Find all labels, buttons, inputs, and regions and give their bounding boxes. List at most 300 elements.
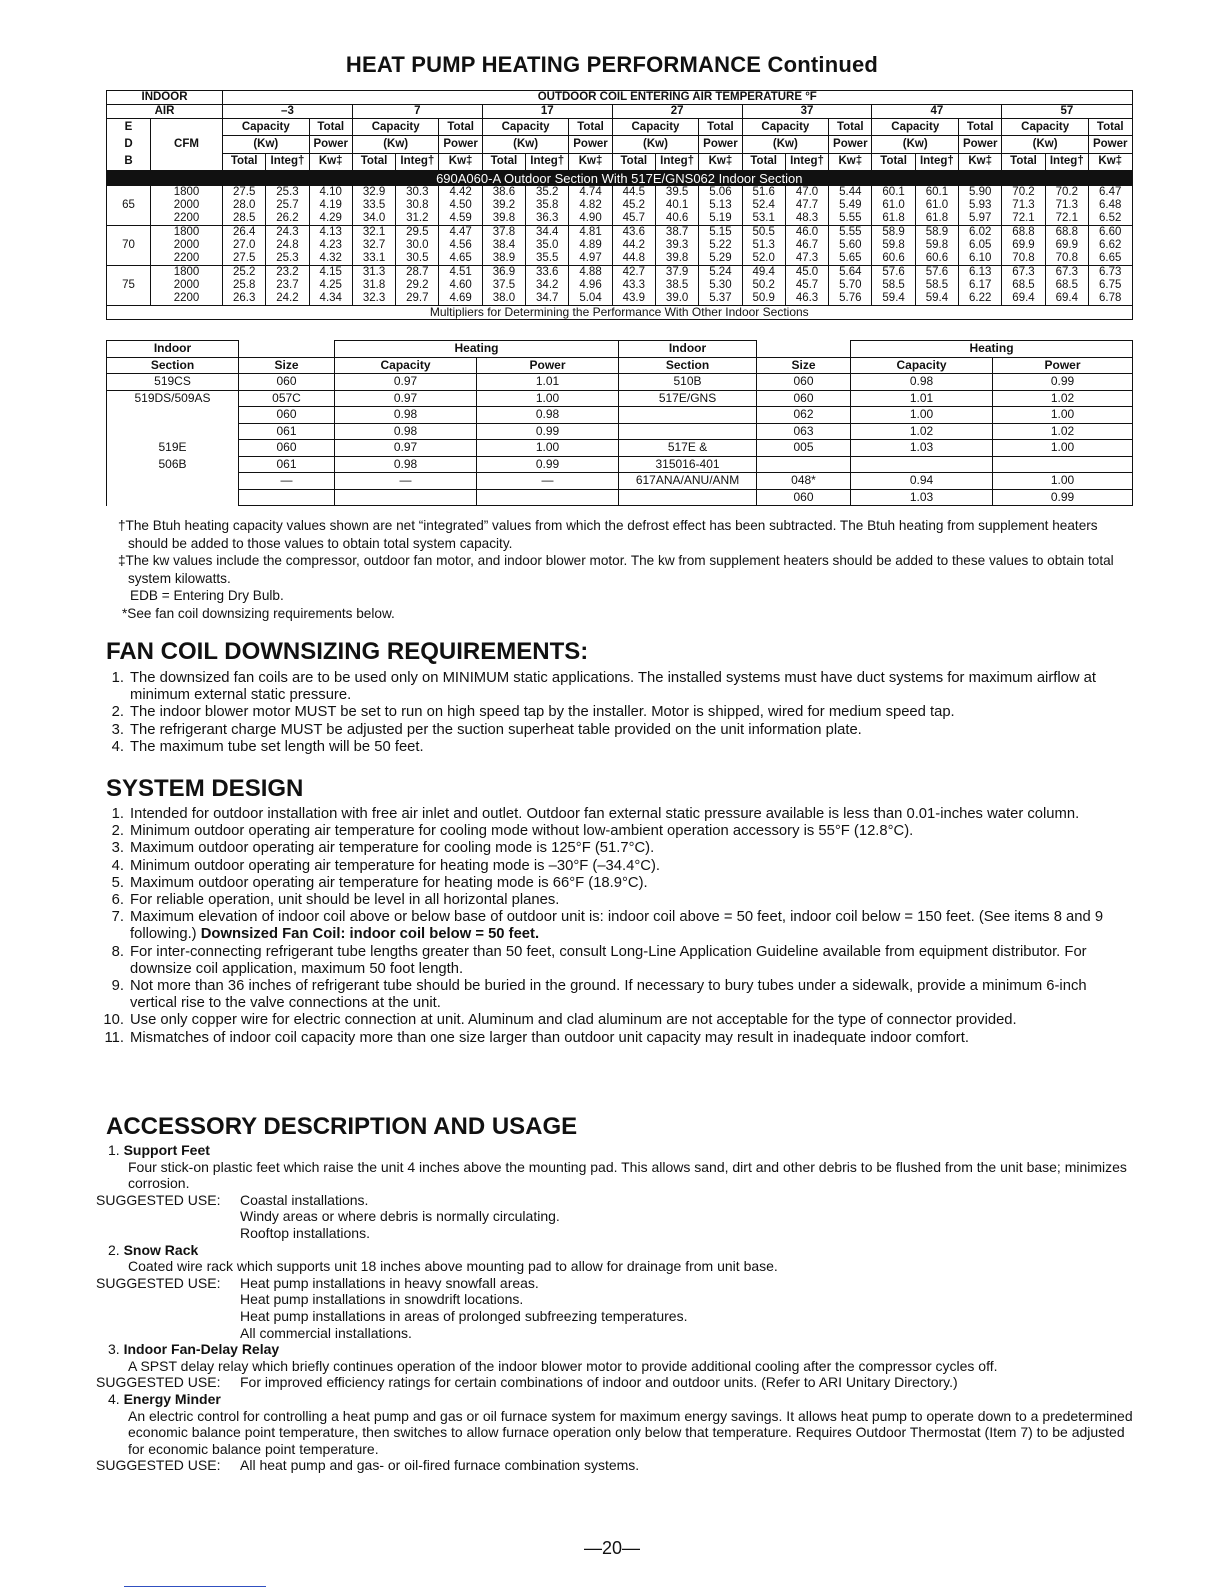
perf-value: 5.06 (709, 186, 732, 198)
perf-value: 47.3 (795, 252, 819, 264)
perf-value: 4.10 (319, 186, 342, 198)
perf-cell (785, 226, 828, 266)
perf-value: 5.49 (839, 199, 862, 211)
capacity-header: Capacity (872, 119, 959, 136)
perf-value: 61.8 (925, 212, 949, 224)
perf-cell (959, 186, 1002, 226)
list-number: 10. (103, 1012, 124, 1029)
perf-value: 5.76 (839, 292, 862, 304)
perf-value: 5.55 (839, 212, 862, 224)
perf-cell (1088, 186, 1132, 226)
perf-value: 68.8 (1012, 226, 1035, 238)
perf-value: 60.6 (882, 252, 905, 264)
perf-cell (915, 186, 958, 226)
perf-value: 25.8 (232, 279, 256, 291)
mult-left-size: 061 (239, 456, 335, 473)
perf-value: 61.8 (882, 212, 905, 224)
perf-value: 5.97 (969, 212, 992, 224)
perf-value: 32.7 (362, 239, 386, 251)
accessory-desc: A SPST delay relay which briefly continues operation of the indoor blower motor to provide additional cooling after the compressor cycles off. (128, 1357, 998, 1374)
perf-value: 31.3 (362, 266, 386, 278)
total-header: Total (1088, 119, 1132, 136)
perf-value: 34.0 (362, 212, 386, 224)
perf-cell (526, 226, 569, 266)
list-item (106, 823, 1134, 840)
mult-right-size: 060 (757, 390, 851, 407)
system-design-heading: SYSTEM DESIGN (106, 775, 304, 802)
capacity-header: Capacity (223, 119, 310, 136)
perf-value: 57.6 (882, 266, 905, 278)
total-header: Total (439, 119, 482, 136)
perf-value: 5.24 (709, 266, 732, 278)
perf-value: 38.0 (492, 292, 516, 304)
perf-value: 6.17 (969, 279, 992, 291)
perf-value: 60.1 (882, 186, 905, 198)
perf-value: 6.10 (969, 252, 992, 264)
multipliers-caption: Multipliers for Determining the Performance With Other Indoor Sections (107, 306, 1133, 320)
perf-value: 69.4 (1055, 292, 1078, 304)
list-item (106, 722, 1134, 739)
perf-value: 5.93 (969, 199, 992, 211)
perf-value: 39.0 (665, 292, 689, 304)
perf-value: 69.9 (1012, 239, 1035, 251)
list-text: Mismatches of indoor coil capacity more than one size larger than outdoor unit capacity may result in inadequate indoor comfort. (130, 1029, 969, 1046)
accessory-number: 4. (108, 1390, 124, 1407)
list-number: 1. (111, 806, 124, 822)
suggested-label: SUGGESTED USE: (96, 1274, 221, 1291)
perf-cell (266, 266, 309, 306)
sub-header: Total (1002, 153, 1045, 170)
perf-cell (829, 186, 872, 226)
edb-value: 75 (107, 266, 151, 306)
table-row (107, 489, 1133, 506)
list-item (106, 909, 1134, 943)
perf-value: 45.0 (795, 266, 819, 278)
perf-value: 30.3 (406, 186, 429, 198)
sub-header: Total (482, 153, 525, 170)
perf-value: 24.3 (276, 226, 299, 238)
suggested-text: Windy areas or where debris is normally circulating. (240, 1208, 560, 1225)
mult-right-size: 048* (757, 473, 851, 490)
table-row (107, 390, 1133, 407)
perf-value: 71.3 (1055, 199, 1078, 211)
perf-value: 26.4 (232, 226, 256, 238)
perf-cell (1045, 226, 1088, 266)
perf-value: 36.9 (492, 266, 516, 278)
mult-left-pow: 0.99 (477, 423, 619, 440)
perf-cell (526, 186, 569, 226)
perf-value: 6.62 (1099, 239, 1122, 251)
mult-spacer-right (757, 341, 851, 358)
mult-left-pow: 1.00 (477, 390, 619, 407)
perf-value: 23.7 (276, 279, 299, 291)
mult-power-left: Power (477, 357, 619, 374)
perf-cell (785, 266, 828, 306)
list-text: Maximum outdoor operating air temperature for cooling mode is 125°F (51.7°C). (130, 840, 655, 857)
perf-cell (872, 226, 915, 266)
list-number: 4. (111, 738, 124, 755)
perf-value: 4.89 (579, 239, 602, 251)
perf-value: 4.32 (319, 252, 342, 264)
mult-indoor-left: Indoor (107, 341, 239, 358)
power-header: Power (439, 136, 482, 153)
perf-value: 4.13 (319, 226, 342, 238)
perf-cell (872, 266, 915, 306)
perf-value: 5.65 (839, 252, 862, 264)
perf-value: 27.5 (232, 252, 256, 264)
perf-cell (612, 266, 655, 306)
accessory-heading: ACCESSORY DESCRIPTION AND USAGE (106, 1113, 578, 1140)
perf-value: 27.5 (232, 186, 256, 198)
perf-value: 6.05 (969, 239, 992, 251)
mult-left-pow: 0.98 (477, 407, 619, 424)
perf-value: 45.2 (622, 199, 646, 211)
perf-cell (915, 266, 958, 306)
perf-cell (872, 186, 915, 226)
perf-value: 71.3 (1012, 199, 1035, 211)
mult-right-pow: 0.99 (993, 489, 1133, 506)
mult-left-cap: 0.97 (335, 390, 477, 407)
perf-value: 70.8 (1012, 252, 1035, 264)
perf-value: 4.29 (319, 212, 342, 224)
perf-value: 6.75 (1099, 279, 1122, 291)
mult-left-cap: — (335, 473, 477, 490)
perf-value: 6.47 (1099, 186, 1122, 198)
perf-value: 6.22 (969, 292, 992, 304)
mult-left-size: 057C (239, 390, 335, 407)
accessory-number: 1. (108, 1142, 124, 1158)
perf-value: 47.0 (795, 186, 819, 198)
accessory-title-text: Indoor Fan-Delay Relay (123, 1341, 280, 1358)
perf-value: 4.15 (319, 266, 342, 278)
perf-value: 25.3 (276, 252, 299, 264)
perf-value: 47.7 (795, 199, 819, 211)
perf-value: 51.3 (752, 239, 775, 251)
perf-value: 6.78 (1099, 292, 1122, 304)
perf-value: 33.5 (362, 199, 386, 211)
power-header: Power (829, 136, 872, 153)
kw-unit-header: (Kw) (352, 136, 439, 153)
list-text: The indoor blower motor MUST be set to run on high speed tap by the installer. Motor is shipped, wired for medium speed tap. (130, 704, 955, 721)
perf-cell (223, 266, 266, 306)
cfm-value: 2000 (173, 239, 200, 251)
cfm-value: 1800 (173, 266, 200, 278)
perf-value: 6.52 (1099, 212, 1122, 224)
perf-value: 5.19 (709, 212, 732, 224)
total-header: Total (699, 119, 742, 136)
suggested-label (96, 1225, 240, 1242)
perf-value: 38.6 (492, 186, 516, 198)
perf-cell (1002, 266, 1045, 306)
perf-value: 59.4 (925, 292, 949, 304)
mult-left-size: 061 (239, 423, 335, 440)
kw-unit-header: (Kw) (223, 136, 310, 153)
list-item (106, 739, 1134, 756)
power-header: Power (959, 136, 1002, 153)
perf-value: 29.5 (406, 226, 429, 238)
perf-value: 6.13 (969, 266, 992, 278)
kw-unit-header: (Kw) (1002, 136, 1089, 153)
cfm-values (151, 226, 223, 266)
suggested-use (96, 1225, 1136, 1242)
perf-cell (655, 266, 698, 306)
list-text-bold: Downsized Fan Coil: indoor coil below = 50 feet. (200, 926, 540, 943)
perf-value: 30.8 (406, 199, 429, 211)
mult-right-pow: 1.00 (993, 440, 1133, 457)
mult-left-cap: 0.97 (335, 440, 477, 457)
perf-cell (569, 186, 612, 226)
table-row (107, 266, 1133, 306)
accessory-desc: An electric control for controlling a heat pump and gas or oil furnace system for maximum energy savings. It allows heat pump to operate down to a predetermined economic balance point temperature, then switches to allow furnace operation only below that temperature. Requires Outdoor Thermostat (Item 7) to be adjusted for economic balance point temperature. (128, 1407, 1133, 1457)
footnote-double-dagger: ‡The kw values include the compressor, outdoor fan motor, and indoor blower motor. The kw from supplement heaters should be added to these values to obtain total system kilowatts. (118, 553, 1114, 586)
perf-cell (396, 186, 439, 226)
list-text: Use only copper wire for electric connection at unit. Aluminum and clad aluminum are not acceptable for the type of connector provided. (130, 1012, 1017, 1029)
mult-left-section (107, 473, 239, 490)
mult-right-size (757, 456, 851, 473)
mult-right-cap: 1.00 (851, 407, 993, 424)
perf-value: 48.3 (795, 212, 819, 224)
sub-header: Total (223, 153, 266, 170)
perf-value: 6.60 (1099, 226, 1122, 238)
list-text: Maximum outdoor operating air temperature for heating mode is 66°F (18.9°C). (130, 874, 648, 891)
mult-left-section: 519E (107, 440, 239, 457)
mult-left-cap (335, 489, 477, 506)
perf-value: 44.2 (622, 239, 646, 251)
mult-power-right: Power (993, 357, 1133, 374)
perf-value: 50.9 (752, 292, 775, 304)
list-item (106, 858, 1134, 875)
cfm-value: 2000 (173, 199, 200, 211)
mult-left-cap: 0.97 (335, 374, 477, 391)
mult-left-cap: 0.98 (335, 456, 477, 473)
accessory-title (96, 1142, 1136, 1159)
mult-right-size: 062 (757, 407, 851, 424)
mult-left-pow: 1.01 (477, 374, 619, 391)
mult-right-pow: 1.00 (993, 473, 1133, 490)
accessory-number: 2. (108, 1241, 124, 1258)
perf-value: 44.8 (622, 252, 646, 264)
perf-value: 52.0 (752, 252, 775, 264)
sub-header: Integ† (396, 153, 439, 170)
mult-size-left: Size (239, 357, 335, 374)
perf-value: 4.34 (319, 292, 342, 304)
suggested-text: For improved efficiency ratings for certain combinations of indoor and outdoor units. (Refer to ARI Unitary Directory.) (240, 1374, 958, 1391)
perf-value: 58.5 (925, 279, 949, 291)
perf-value: 60.1 (925, 186, 949, 198)
mult-left-pow: 0.99 (477, 456, 619, 473)
mult-size-right: Size (757, 357, 851, 374)
perf-value: 39.2 (492, 199, 516, 211)
perf-value: 68.8 (1055, 226, 1078, 238)
cfm-header: CFM (151, 119, 223, 171)
sub-header: Kw‡ (699, 153, 742, 170)
table-row (107, 456, 1133, 473)
footnote-star: *See fan coil downsizing requirements below. (122, 605, 395, 621)
accessory-title-text: Support Feet (123, 1142, 210, 1158)
perf-value: 70.2 (1055, 186, 1078, 198)
perf-value: 68.5 (1012, 279, 1035, 291)
sub-header: Kw‡ (1088, 153, 1132, 170)
table-row (107, 473, 1133, 490)
perf-cell (829, 266, 872, 306)
perf-value: 4.51 (449, 266, 472, 278)
perf-cell (526, 266, 569, 306)
sub-header: Kw‡ (569, 153, 612, 170)
power-header: Power (569, 136, 612, 153)
edb-value: 70 (107, 226, 151, 266)
perf-value: 38.5 (665, 279, 689, 291)
table-row (107, 374, 1133, 391)
perf-cell (396, 226, 439, 266)
suggested-use (96, 1192, 1136, 1209)
perf-cell (266, 226, 309, 266)
perf-value: 28.0 (232, 199, 256, 211)
suggested-label (96, 1325, 240, 1342)
cfm-value: 1800 (173, 186, 200, 198)
perf-cell (785, 186, 828, 226)
suggested-label (96, 1208, 240, 1225)
mult-section-right: Section (619, 357, 757, 374)
perf-value: 58.9 (925, 226, 949, 238)
perf-value: 69.9 (1055, 239, 1078, 251)
perf-value: 37.9 (665, 266, 689, 278)
perf-cell (1002, 186, 1045, 226)
perf-value: 5.22 (709, 239, 732, 251)
perf-cell (569, 266, 612, 306)
perf-cell (482, 266, 525, 306)
list-item (106, 978, 1134, 1012)
perf-cell (959, 266, 1002, 306)
perf-value: 6.73 (1099, 266, 1122, 278)
perf-cell (699, 266, 742, 306)
perf-value: 4.74 (579, 186, 602, 198)
power-header: Power (1088, 136, 1132, 153)
perf-value: 31.8 (362, 279, 386, 291)
perf-cell (352, 226, 395, 266)
suggested-label: SUGGESTED USE: (96, 1191, 221, 1208)
capacity-header: Capacity (1002, 119, 1089, 136)
perf-value: 58.9 (882, 226, 905, 238)
mult-left-pow: 1.00 (477, 440, 619, 457)
perf-value: 5.37 (709, 292, 732, 304)
list-number: 3. (111, 721, 124, 738)
perf-value: 4.25 (319, 279, 342, 291)
suggested-text: All heat pump and gas- or oil-fired furnace combination systems. (240, 1457, 640, 1474)
mult-left-pow: — (477, 473, 619, 490)
sub-header: Kw‡ (439, 153, 482, 170)
perf-value: 43.9 (622, 292, 646, 304)
temp-header: 17 (482, 105, 612, 119)
perf-cell (829, 226, 872, 266)
list-number: 7. (111, 909, 124, 926)
perf-value: 4.23 (319, 239, 342, 251)
perf-value: 32.1 (362, 226, 386, 238)
perf-cell (1088, 226, 1132, 266)
list-text: Minimum outdoor operating air temperature for cooling mode without low-ambient operation accessory is 55°F (12.8°C). (130, 823, 914, 840)
perf-value: 32.9 (362, 186, 386, 198)
capacity-header: Capacity (612, 119, 699, 136)
perf-value: 40.1 (665, 199, 689, 211)
perf-value: 39.5 (665, 186, 689, 198)
mult-left-section: 519DS/509AS (107, 390, 239, 407)
perf-value: 35.8 (536, 199, 559, 211)
suggested-label: SUGGESTED USE: (96, 1374, 221, 1391)
page-number: —20— (583, 1538, 641, 1558)
list-item (106, 840, 1134, 857)
perf-value: 5.44 (839, 186, 862, 198)
sub-header: Total (352, 153, 395, 170)
suggested-use (96, 1208, 1136, 1225)
perf-value: 45.7 (622, 212, 646, 224)
perf-value: 52.4 (752, 199, 775, 211)
list-item (106, 704, 1134, 721)
perf-value: 50.5 (752, 226, 775, 238)
mult-right-cap: 0.94 (851, 473, 993, 490)
perf-value: 4.82 (579, 199, 602, 211)
list-item (106, 670, 1134, 704)
mult-right-section: 510B (619, 374, 757, 391)
capacity-header: Capacity (352, 119, 439, 136)
perf-value: 6.65 (1099, 252, 1122, 264)
perf-value: 34.7 (536, 292, 559, 304)
perf-value: 50.2 (752, 279, 775, 291)
sub-header: Integ† (526, 153, 569, 170)
list-number: 1. (111, 670, 124, 686)
perf-value: 60.6 (925, 252, 949, 264)
footnotes (118, 517, 1134, 622)
perf-cell (482, 226, 525, 266)
perf-cell (742, 186, 785, 226)
perf-cell (396, 266, 439, 306)
list-number: 2. (111, 823, 124, 840)
edb-letter-d: D (124, 138, 133, 150)
perf-cell (915, 226, 958, 266)
perf-value: 5.04 (579, 292, 602, 304)
perf-value: 46.7 (795, 239, 819, 251)
perf-cell (655, 226, 698, 266)
suggested-use (96, 1291, 1136, 1308)
temp-header: 57 (1002, 105, 1132, 119)
table-row (107, 226, 1133, 266)
mult-right-section: 617ANA/ANU/ANM (619, 473, 757, 490)
temp-header: 37 (742, 105, 872, 119)
perf-value: 53.1 (752, 212, 775, 224)
perf-value: 4.42 (449, 186, 472, 198)
suggested-use (96, 1308, 1136, 1325)
perf-value: 28.7 (406, 266, 429, 278)
accessory-desc: Four stick-on plastic feet which raise the unit 4 inches above the mounting pad. This allows sand, dirt and other debris to be flushed from the unit base; minimizes corrosion. (128, 1158, 1127, 1192)
air-header: AIR (107, 105, 223, 119)
mult-right-cap: 1.03 (851, 440, 993, 457)
mult-left-size: 060 (239, 407, 335, 424)
perf-cell (1088, 266, 1132, 306)
perf-value: 70.8 (1055, 252, 1078, 264)
mult-right-cap: 1.01 (851, 390, 993, 407)
perf-cell (612, 186, 655, 226)
mult-left-section (107, 489, 239, 506)
mult-right-section (619, 423, 757, 440)
perf-value: 30.5 (406, 252, 429, 264)
perf-cell (352, 186, 395, 226)
sub-header: Kw‡ (829, 153, 872, 170)
perf-value: 38.4 (492, 239, 516, 251)
list-item (106, 892, 1134, 909)
mult-spacer-left (239, 341, 335, 358)
list-item (106, 1030, 1134, 1047)
sub-header: Kw‡ (309, 153, 352, 170)
perf-value: 59.8 (882, 239, 905, 251)
mult-left-size: 060 (239, 440, 335, 457)
